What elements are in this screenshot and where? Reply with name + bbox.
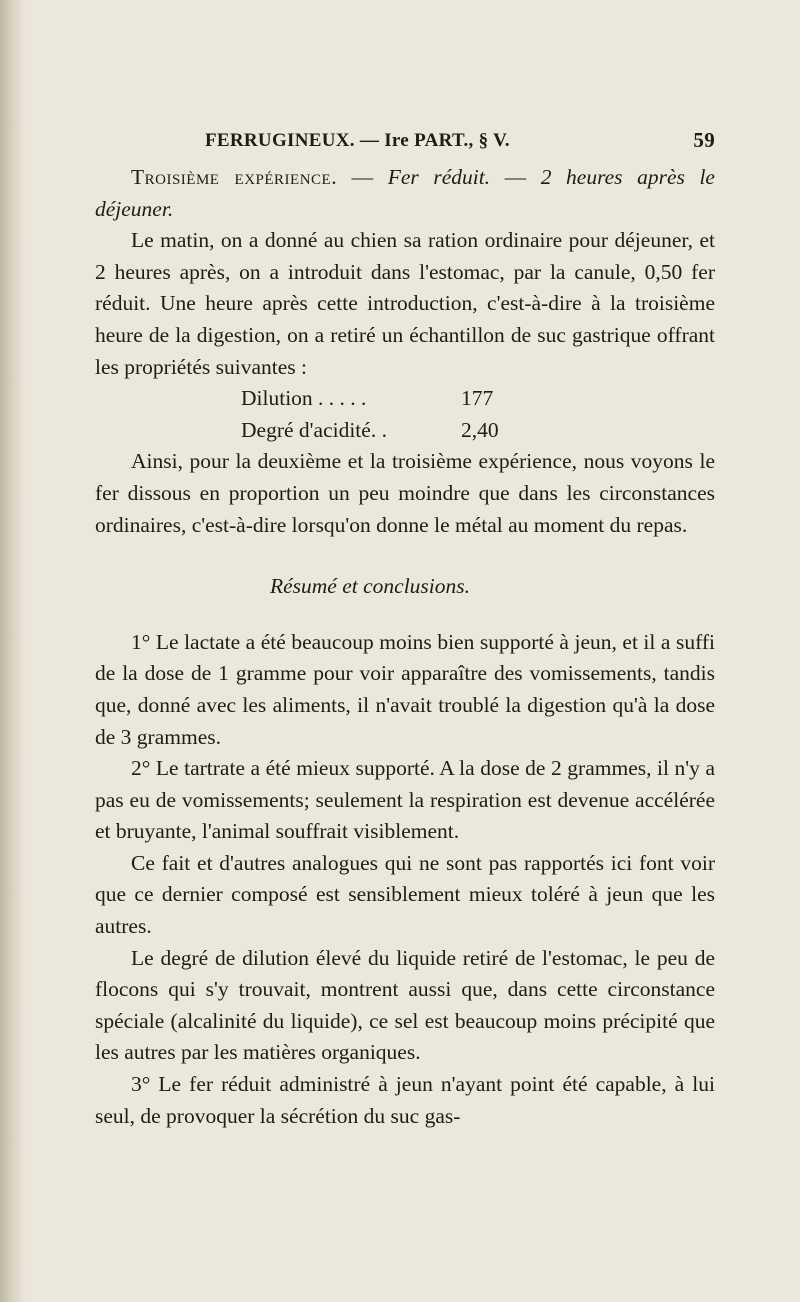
measurement-label: Degré d'acidité. . bbox=[241, 417, 387, 442]
page-number: 59 bbox=[693, 128, 715, 152]
conclusion-point: Le degré de dilution élevé du liquide retiré de l'estomac, le peu de flocons qui s'y trouvait, montrent aussi que, dans cette circonstance spéciale (alcalinité du liquide), ce sel est beaucoup moins précipité que les autres par les matières organiques. bbox=[95, 945, 715, 1065]
separator-dash: — bbox=[337, 165, 388, 189]
separator-dash: — bbox=[490, 165, 541, 189]
page-binding-edge bbox=[0, 0, 26, 1302]
experiment-heading-paragraph bbox=[95, 162, 715, 225]
page-body bbox=[95, 162, 715, 1132]
conclusion-point: 1° Le lactate a été beaucoup moins bien supporté à jeun, et il a suffi de la dose de 1 gramme pour voir apparaître des vomissements, tandis que, donné avec les aliments, il n'avait troublé la digestion qu'à la dose de 3 grammes. bbox=[95, 629, 715, 749]
measurement-label: Dilution . . . . . bbox=[241, 386, 367, 411]
experiment-timing: 2 heures après le déjeuner. bbox=[95, 165, 715, 221]
experiment-paragraph: Le matin, on a donné au chien sa ration ordinaire pour déjeuner, et 2 heures après, on a introduit dans l'estomac, par la canule, 0,50 fer réduit. Une heure après cette introduction, c'est-à-dire à la troisième heure de la digestion, on a retiré un échantillon de suc gastrique offrant les propriétés suivantes : bbox=[95, 228, 715, 379]
running-header bbox=[95, 128, 715, 162]
measurement-value: 177 bbox=[461, 386, 494, 411]
running-title: FERRUGINEUX. — Ire PART., § V. bbox=[205, 130, 510, 151]
book-page bbox=[95, 128, 715, 1132]
experiment-subject: Fer réduit. bbox=[387, 165, 491, 189]
conclusion-intro-paragraph: Ainsi, pour la deuxième et la troisième expérience, nous voyons le fer dissous en proportion un peu moindre que dans les circonstances ordinaires, c'est-à-dire lorsqu'on donne le métal au moment du repas. bbox=[95, 449, 715, 537]
experiment-label: Troisième expérience. bbox=[131, 165, 338, 189]
conclusion-point: 2° Le tartrate a été mieux supporté. A la dose de 2 grammes, il n'y a pas eu de vomissements; seulement la respiration est devenue accélérée et bruyante, l'animal souffrait visiblement. bbox=[95, 756, 715, 844]
measurement-row bbox=[241, 415, 715, 447]
conclusion-point: Ce fait et d'autres analogues qui ne sont pas rapportés ici font voir que ce dernier composé est sensiblement mieux toléré à jeun que les autres. bbox=[95, 850, 715, 939]
measurement-row bbox=[241, 383, 715, 415]
conclusion-point: 3° Le fer réduit administré à jeun n'ayant point été capable, à lui seul, de provoquer la sécrétion du suc gas- bbox=[95, 1072, 715, 1128]
measurement-value: 2,40 bbox=[461, 417, 499, 442]
section-title: Résumé et conclusions. bbox=[269, 574, 471, 599]
